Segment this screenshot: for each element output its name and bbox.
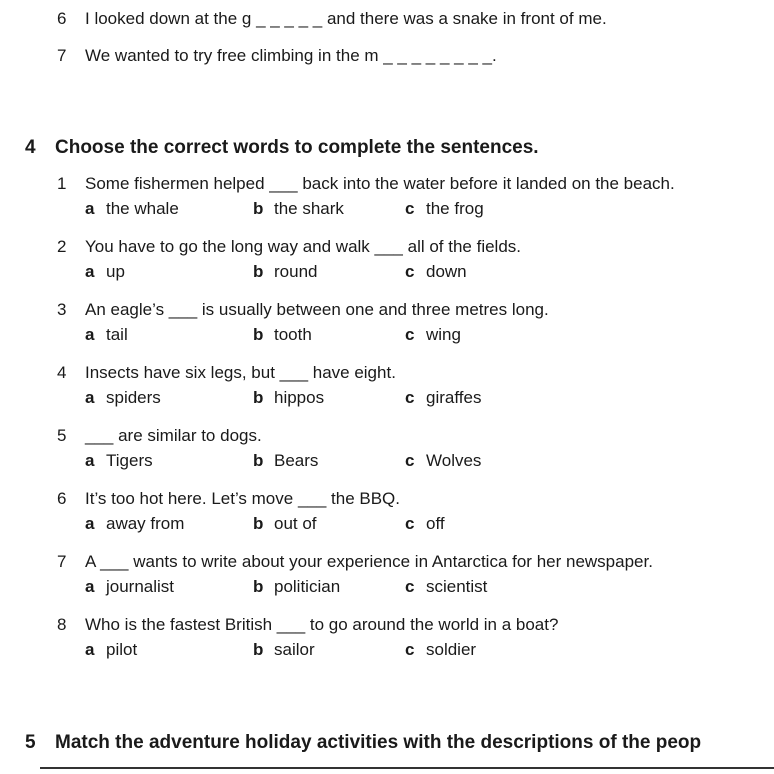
option-text: the frog [426,199,484,218]
prev-item-number: 7 [57,46,67,65]
option-text: wing [426,325,461,344]
option-letter: b [253,388,264,407]
option-text: Bears [274,451,319,470]
question-number: 6 [57,489,67,508]
answer-option-b[interactable] [253,514,317,534]
answer-option-c[interactable] [405,262,467,282]
option-letter: a [85,262,95,281]
answer-option-a[interactable] [85,514,184,534]
answer-option-a[interactable] [85,577,174,597]
option-letter: c [405,388,415,407]
option-letter: a [85,388,95,407]
option-text: Wolves [426,451,482,470]
option-text: the shark [274,199,344,218]
question-number: 8 [57,615,67,634]
section-4-heading [25,137,539,159]
question-number: 5 [57,426,67,445]
option-text: giraffes [426,388,482,407]
question-number: 4 [57,363,67,382]
answer-option-b[interactable] [253,262,317,282]
option-text: out of [274,514,317,533]
option-letter: c [405,514,415,533]
option-letter: c [405,640,415,659]
question-text: A ___ wants to write about your experience in Antarctica for her newspaper. [85,552,653,571]
option-letter: b [253,325,264,344]
question-number: 7 [57,552,67,571]
answer-option-b[interactable] [253,388,324,408]
answer-option-a[interactable] [85,388,161,408]
question-text: Insects have six legs, but ___ have eight. [85,363,396,382]
answer-option-c[interactable] [405,514,445,534]
answer-option-b[interactable] [253,640,315,660]
option-text: journalist [106,577,175,596]
answer-option-a[interactable] [85,451,153,471]
question-text: An eagle’s ___ is usually between one and three metres long. [85,300,549,319]
question-number: 3 [57,300,67,319]
option-letter: b [253,514,264,533]
answer-option-a[interactable] [85,262,125,282]
option-text: spiders [106,388,161,407]
option-text: Tigers [106,451,153,470]
option-letter: a [85,199,95,218]
option-letter: b [253,451,264,470]
answer-option-b[interactable] [253,577,340,597]
option-letter: a [85,577,95,596]
option-text: up [106,262,125,281]
prev-item-text: We wanted to try free climbing in the m _ _ _ _ _ _ _ _. [85,46,497,65]
option-letter: b [253,199,264,218]
prev-item-number: 6 [57,9,67,28]
question-text: You have to go the long way and walk ___ all of the fields. [85,237,522,256]
option-letter: c [405,577,415,596]
answer-option-a[interactable] [85,325,128,345]
option-text: off [426,514,445,533]
section-5-heading [25,732,701,754]
option-letter: c [405,325,415,344]
option-letter: c [405,451,415,470]
answer-option-c[interactable] [405,325,461,345]
option-text: pilot [106,640,138,659]
option-text: down [426,262,467,281]
option-letter: b [253,577,264,596]
option-text: round [274,262,318,281]
option-letter: c [405,199,415,218]
option-text: soldier [426,640,477,659]
option-letter: a [85,325,95,344]
option-text: the whale [106,199,179,218]
option-text: politician [274,577,341,596]
option-text: hippos [274,388,325,407]
option-letter: b [253,640,264,659]
section-4-title: Choose the correct words to complete the sentences. [55,137,539,158]
option-text: away from [106,514,185,533]
option-text: scientist [426,577,488,596]
answer-option-c[interactable] [405,640,476,660]
option-letter: a [85,514,95,533]
option-letter: a [85,451,95,470]
section-5-number: 5 [25,732,36,753]
option-text: tail [106,325,128,344]
option-letter: c [405,262,415,281]
question-number: 2 [57,237,67,256]
answer-option-c[interactable] [405,577,487,597]
option-letter: a [85,640,95,659]
section-5-title: Match the adventure holiday activities with the descriptions of the peop [55,732,702,753]
answer-option-c[interactable] [405,199,484,219]
question-number: 1 [57,174,67,193]
question-text: ___ are similar to dogs. [85,426,262,445]
answer-option-c[interactable] [405,451,481,471]
answer-option-c[interactable] [405,388,481,408]
answer-option-b[interactable] [253,325,312,345]
prev-item-text: I looked down at the g _ _ _ _ _ and there was a snake in front of me. [85,9,607,28]
question-text: It’s too hot here. Let’s move ___ the BBQ. [85,489,401,508]
option-text: tooth [274,325,312,344]
answer-option-b[interactable] [253,199,344,219]
question-text: Who is the fastest British ___ to go around the world in a boat? [85,615,559,634]
answer-option-a[interactable] [85,640,137,660]
answer-box-border [40,767,774,769]
option-text: sailor [274,640,315,659]
answer-option-a[interactable] [85,199,179,219]
option-letter: b [253,262,264,281]
section-4-number: 4 [25,137,36,158]
answer-option-b[interactable] [253,451,318,471]
question-text: Some fishermen helped ___ back into the water before it landed on the beach. [85,174,675,193]
